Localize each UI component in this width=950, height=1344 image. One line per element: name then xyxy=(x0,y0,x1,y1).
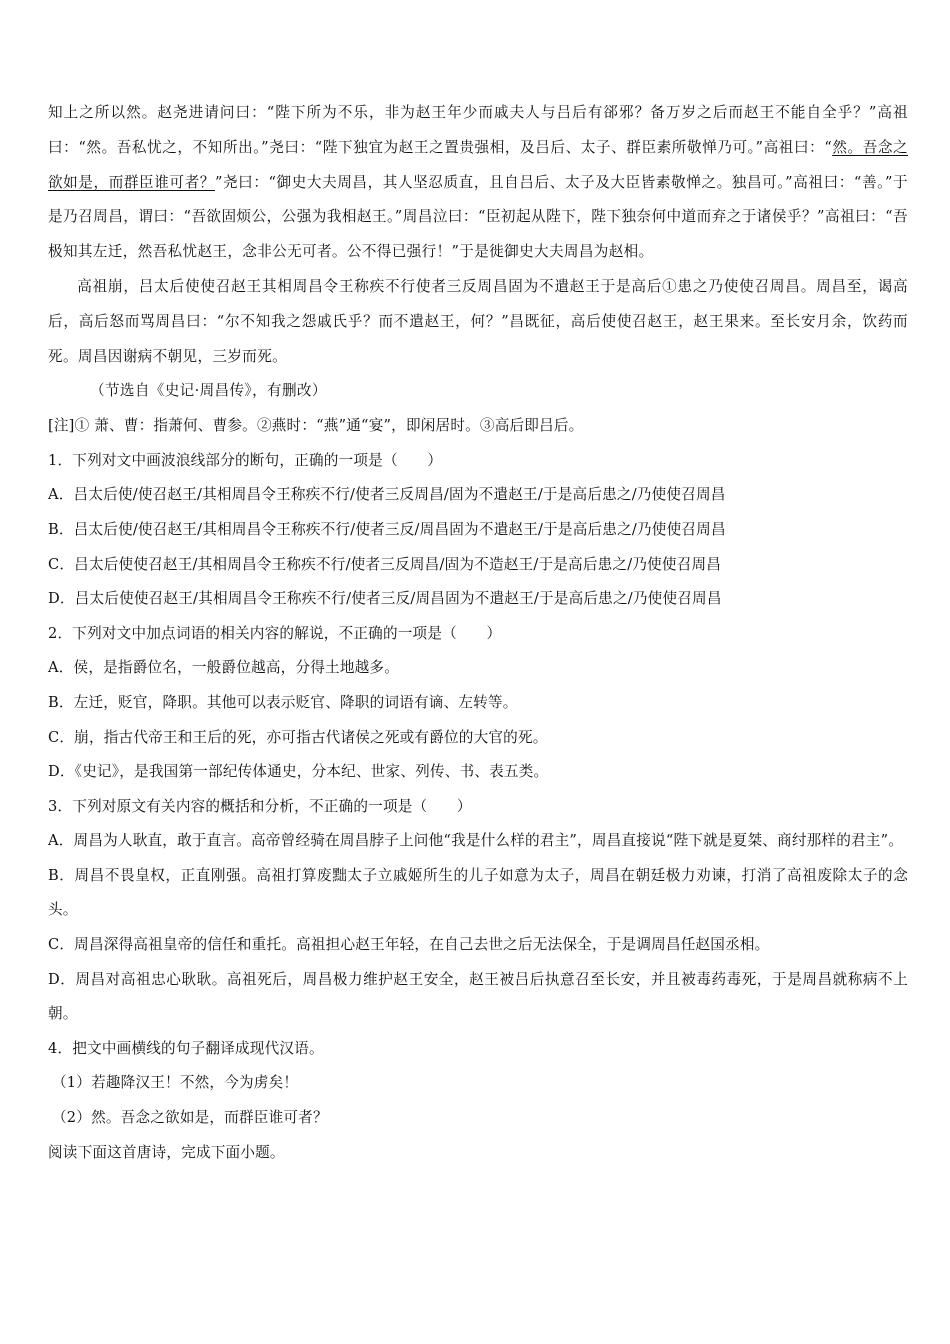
question-4-item-1: （1）若趣降汉王！不然，今为虏矣！ xyxy=(52,1074,299,1092)
underlined-sentence: 然。吾念之欲如是，而群臣谁可者？ xyxy=(48,138,908,191)
question-3-option-d: D．周昌对高祖忠心耿耿。高祖死后，周昌极力维护赵王安全，赵王被吕后执意召至长安，并且被毒药毒死，于是周昌就称病不上朝。 xyxy=(48,970,908,1023)
document-page xyxy=(48,96,908,1170)
passage-paragraph-1: 知上之所以然。赵尧进请问曰：“陛下所为不乐，非为赵王年少而戚夫人与吕后有郤邪？备万岁之后而赵王不能自全乎？”高祖曰：“然。吾私忧之，不知所出。”尧曰：“陛下独宜为赵王之置贵强相，及吕后、太子、群臣素所敬惮乃可。”高祖曰：“然。吾念之欲如是，而群臣谁可者？”尧曰：“御史大夫周昌，其人坚忍质直，且自吕后、太子及大臣皆素敬惮之。独昌可。”高祖曰：“善。”于是乃召周昌，谓曰：“吾欲固烦公，公强为我相赵王。”周昌泣曰：“臣初起从陛下，陛下独奈何中道而弃之于诸侯乎？”高祖曰：“吾极知其左迁，然吾私忧赵王，念非公无可者。公不得已强行！”于是徙御史大夫周昌为赵相。 xyxy=(48,104,909,261)
passage-source: （节选自《史记·周昌传》，有删改） xyxy=(90,382,327,400)
question-3-option-b: B．周昌不畏皇权，正直刚强。高祖打算废黜太子立戚姬所生的儿子如意为太子，周昌在朝廷极力劝谏，打消了高祖废除太子的念头。 xyxy=(48,866,908,919)
question-1-option-a: A．吕太后使/使召赵王/其相周昌令王称疾不行/使者三反周昌/固为不遣赵王/于是高后患之/乃使使召周昌 xyxy=(48,486,726,504)
question-1-option-d: D．吕太后使使召赵王/其相周昌令王称疾不行/使者三反/周昌固为不遣赵王/于是高后患之/乃使使召周昌 xyxy=(48,590,722,608)
question-2-option-a: A．侯，是指爵位名，一般爵位越高，分得土地越多。 xyxy=(48,659,399,677)
question-4-stem: 4．把文中画横线的句子翻译成现代汉语。 xyxy=(48,1039,324,1057)
question-2-option-c: C．崩，指古代帝王和王后的死，亦可指古代诸侯之死或有爵位的大官的死。 xyxy=(48,728,548,746)
question-1-option-c: C．吕太后使使召赵王/其相周昌令王称疾不行/使者三反周昌/固为不造赵王/于是高后患之/乃使使召周昌 xyxy=(48,555,722,573)
question-1-stem: 1．下列对文中画波浪线部分的断句，正确的一项是（ ） xyxy=(48,451,443,469)
question-2-option-b: B．左迁，贬官，降职。其他可以表示贬官、降职的词语有谪、左转等。 xyxy=(48,693,518,711)
passage xyxy=(48,96,908,409)
question-3-option-c: C．周昌深得高祖皇帝的信任和重托。高祖担心赵王年轻，在自己去世之后无法保全，于是调周昌任赵国丞相。 xyxy=(48,936,770,954)
question-2-option-d: D．《史记》，是我国第一部纪传体通史，分本纪、世家、列传、书、表五类。 xyxy=(48,763,549,781)
question-1-option-b: B．吕太后使/使召赵王/其相周昌令王称疾不行/使者三反/周昌固为不遣赵王/于是高后患之/乃使使召周昌 xyxy=(48,520,726,538)
question-2-stem: 2．下列对文中加点词语的相关内容的解说，不正确的一项是（ ） xyxy=(48,624,502,642)
passage-paragraph-2: 高祖崩，吕太后使使召赵王其相周昌令王称疾不行使者三反周昌固为不遣赵王于是高后①患之乃使使召周昌。周昌至，谒高后，高后怒而骂周昌曰：“尔不知我之怨戚氏乎？而不遣赵王，何？”昌既征，高后使使召赵王，赵王果来。至长安月余，饮药而死。周昌因谢病不朝见，三岁而死。 xyxy=(48,277,908,365)
question-3-stem: 3．下列对原文有关内容的概括和分析，不正确的一项是（ ） xyxy=(48,797,472,815)
annotation-note: [注]① 萧、曹：指萧何、曹参。②燕时：“燕”通“宴”，即闲居时。③高后即吕后。 xyxy=(48,417,584,435)
next-section-instruction: 阅读下面这首唐诗，完成下面小题。 xyxy=(48,1143,285,1161)
questions xyxy=(48,409,908,1170)
question-3-option-a: A．周昌为人耿直，敢于直言。高帝曾经骑在周昌脖子上问他“我是什么样的君主”，周昌直接说“陛下就是夏桀、商纣那样的君主”。 xyxy=(48,832,904,850)
question-4-item-2: （2）然。吾念之欲如是，而群臣谁可者？ xyxy=(52,1109,328,1127)
